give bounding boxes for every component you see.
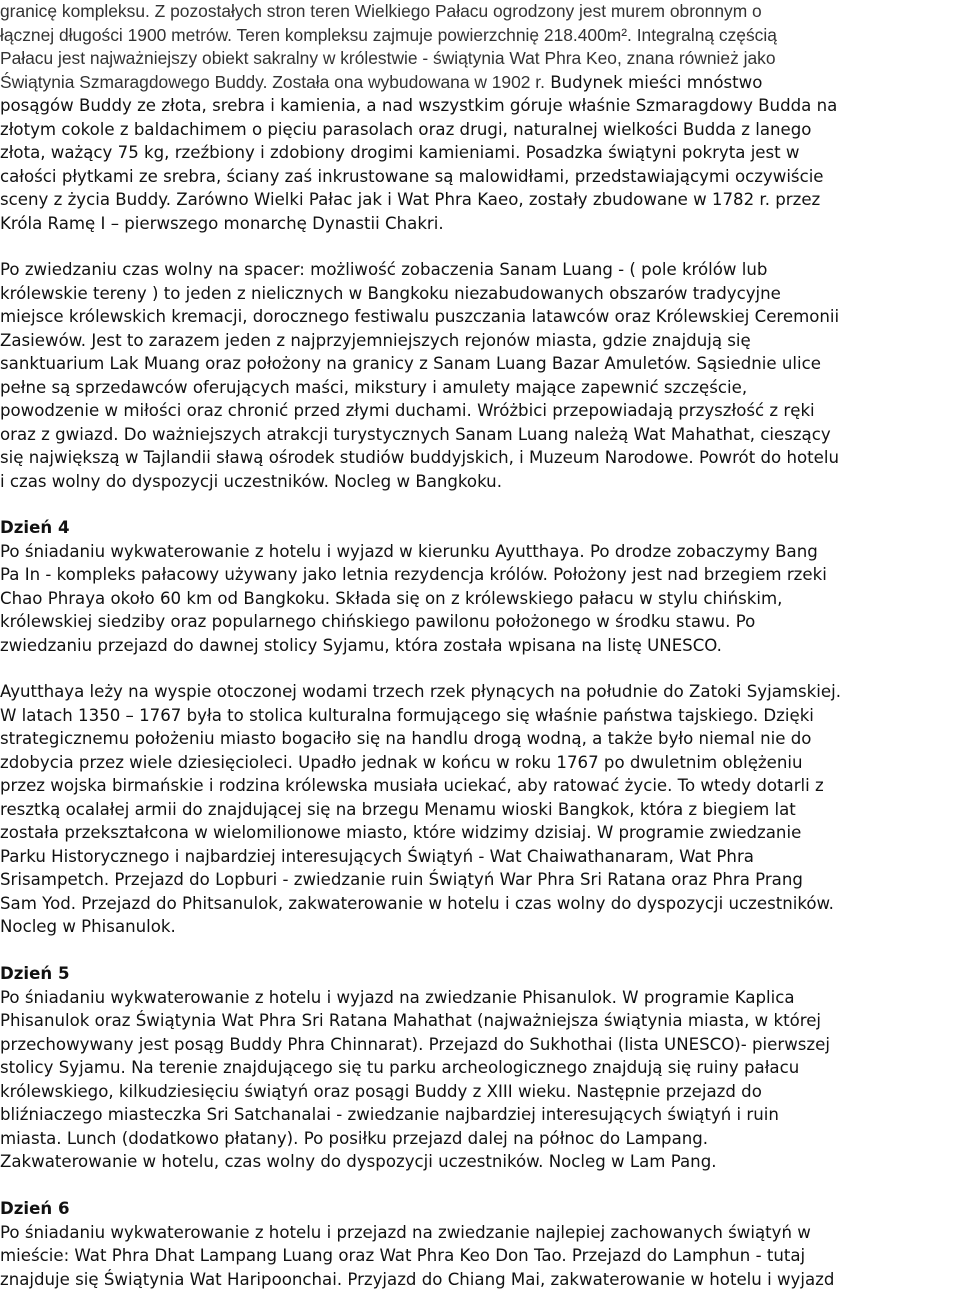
text-line: złota, ważący 75 kg, rzeźbiony i zdobiony drogimi kamieniami. Posadzka świątyni pokryta jest w	[0, 143, 800, 162]
text-line: Króla Ramę I – pierwszego monarchę Dynastii Chakri.	[0, 213, 444, 233]
text-line: sanktuarium Lak Muang oraz położony na granicy z Sanam Luang Bazar Amuletów. Sąsiednie ulice	[0, 354, 821, 373]
text-line: przez wojska birmańskie i rodzina królewska musiała uciekać, aby ratować życie. To wtedy dotarli z	[0, 776, 824, 795]
text-line: strategicznemu położeniu miasto bogaciło się na handlu drogą wodną, a także było niemal nie do	[0, 729, 812, 748]
text-span: Świątynia Szmaragdowego Buddy. Została ona wybudowana w 1902 r.	[0, 71, 545, 92]
text-line: łącznej długości 1900 metrów. Teren kompleksu zajmuje powierzchnię 218.400m². Integralną częścią	[0, 24, 777, 45]
text-line: całości płytkami ze srebra, ściany zaś inkrustowane są malowidłami, przedstawiającymi oczywiście	[0, 166, 824, 186]
text-line: Nocleg w Phisanulok.	[0, 917, 176, 936]
text-line: posągów Buddy ze złota, srebra i kamienia, a nad wszystkim góruje właśnie Szmaragdowy Budda na	[0, 96, 838, 115]
ayutthaya-paragraph	[0, 680, 960, 939]
text-line: Chao Phraya około 60 km od Bangkoku. Składa się on z królewskiego pałacu w stylu chińskim,	[0, 588, 783, 608]
text-line: się największą w Tajlandii sławą ośrodek studiów buddyjskich, i Muzeum Narodowe. Powrót do hotelu	[0, 448, 839, 467]
text-line: została przekształcona w wielomilionowe miasto, które widzimy dzisiaj. W programie zwiedzanie	[0, 823, 802, 842]
text-line: granicę kompleksu. Z pozostałych stron teren Wielkiego Pałacu ogrodzony jest murem obronnym o	[0, 1, 762, 21]
text-line: i czas wolny do dyspozycji uczestników. Nocleg w Bangkoku.	[0, 471, 502, 491]
text-line: złotym cokole z baldachimem o pięciu parasolach oraz drugi, naturalnej wielkości Budda z lanego	[0, 119, 812, 139]
text-line: Pa In - kompleks pałacowy używany jako letnia rezydencja królów. Położony jest nad brzegiem rzeki	[0, 565, 827, 584]
text-line: Phisanulok oraz Świątynia Wat Phra Sri Ratana Mahathat (najważniejsza świątynia miasta, w której	[0, 1011, 822, 1030]
text-line: zdobycia przez wiele dziesięcioleci. Upadło jednak w końcu w roku 1767 po dwuletnim oblężeniu	[0, 752, 803, 772]
text-line: zwiedzaniu przejazd do dawnej stolicy Syjamu, która została wpisana na listę UNESCO.	[0, 635, 722, 655]
text-line: W latach 1350 – 1767 była to stolica kulturalna formującego się właśnie państwa tajskiego. Dzięki	[0, 705, 814, 725]
day6-section	[0, 1197, 960, 1291]
text-line: Po śniadaniu wykwaterowanie z hotelu i przejazd na zwiedzanie najlepiej zachowanych świątyń w	[0, 1222, 811, 1242]
text-line: miejsce królewskich kremacji, dorocznego festiwalu puszczania latawców oraz Królewskiej Ceremonii	[0, 307, 840, 326]
text-line: królewskiego, kilkudziesięciu świątyń oraz posągi Buddy z XIII wieku. Następnie przejazd do	[0, 1081, 762, 1101]
text-line: przechowywany jest posąg Buddy Phra Chinnarat). Przejazd do Sukhothai (lista UNESCO)- pierwszej	[0, 1034, 830, 1054]
day4-heading: Dzień 4	[0, 518, 70, 537]
text-line: Po śniadaniu wykwaterowanie z hotelu i wyjazd na zwiedzanie Phisanulok. W programie Kaplica	[0, 987, 795, 1007]
text-line: Ayutthaya leży na wyspie otoczonej wodami trzech rzek płynących na południe do Zatoki Syjamskiej.	[0, 682, 841, 701]
text-line: Srisampetch. Przejazd do Lopburi - zwiedzanie ruin Świątyń War Phra Sri Ratana oraz Phra Prang	[0, 870, 803, 889]
text-line: pełne są sprzedawców oferujących maści, mikstury i amulety mające zapewnić szczęście,	[0, 377, 748, 397]
day5-heading: Dzień 5	[0, 964, 70, 983]
text-line: stolicy Syjamu. Na terenie znajdującego się tu parku archeologicznego znajdują się ruiny pałacu	[0, 1058, 800, 1077]
text-line: powodzenie w miłości oraz chronić przed złymi duchami. Wróżbici przepowiadają przyszłość z ręki	[0, 401, 815, 420]
text-line: mieście: Wat Phra Dhat Lampang Luang oraz Wat Phra Keo Don Tao. Przejazd do Lamphun - tutaj	[0, 1246, 806, 1265]
text-line: królewskie tereny ) to jeden z nielicznych w Bangkoku niezabudowanych obszarów tradycyjne	[0, 283, 781, 303]
text-line: Po śniadaniu wykwaterowanie z hotelu i wyjazd w kierunku Ayutthaya. Po drodze zobaczymy Bang	[0, 541, 818, 561]
day4-section	[0, 516, 960, 657]
text-line: Po zwiedzaniu czas wolny na spacer: możliwość zobaczenia Sanam Luang - ( pole królów lub	[0, 260, 768, 279]
text-line-mixed	[0, 71, 960, 95]
text-line: znajduje się Świątynia Wat Haripoonchai. Przyjazd do Chiang Mai, zakwaterowanie w hotelu i wyjazd	[0, 1269, 835, 1289]
text-line: Zasiewów. Jest to zarazem jeden z najprzyjemniejszych rejonów miasta, gdzie znajdują się	[0, 330, 751, 350]
text-line: Pałacu jest najważniejszy obiekt sakralny w królestwie - świątynia Wat Phra Keo, znana również jako	[0, 48, 776, 68]
text-line: oraz z gwiazd. Do ważniejszych atrakcji turystycznych Sanam Luang należą Wat Mahathat, cieszący	[0, 424, 831, 444]
day5-section	[0, 962, 960, 1174]
text-line: królewskiej siedziby oraz popularnego chińskiego pawilonu położonego w środku stawu. Po	[0, 612, 756, 631]
text-line: miasta. Lunch (dodatkowo płatany). Po posiłku przejazd dalej na północ do Lampang.	[0, 1128, 709, 1148]
day6-heading: Dzień 6	[0, 1199, 70, 1218]
sanam-luang-paragraph	[0, 258, 960, 493]
text-span: Budynek mieści mnóstwo	[544, 72, 763, 92]
text-line: Zakwaterowanie w hotelu, czas wolny do dyspozycji uczestników. Nocleg w Lam Pang.	[0, 1152, 717, 1171]
text-line: Sam Yod. Przejazd do Phitsanulok, zakwaterowanie w hotelu i czas wolny do dyspozycji uczestników.	[0, 893, 834, 913]
text-line: Parku Historycznego i najbardziej interesujących Świątyń - Wat Chaiwathanaram, Wat Phra	[0, 846, 754, 866]
text-line: bliźniaczego miasteczka Sri Satchanalai - zwiedzanie najbardziej interesujących świątyń i ruin	[0, 1105, 779, 1124]
intro-paragraph	[0, 0, 960, 235]
text-line: sceny z życia Buddy. Zarówno Wielki Pałac jak i Wat Phra Kaeo, zostały zbudowane w 1782 r. przez	[0, 190, 821, 209]
text-line: resztką ocalałej armii do znajdującej się na brzegu Menamu wioski Bangkok, która z biegiem lat	[0, 799, 796, 819]
